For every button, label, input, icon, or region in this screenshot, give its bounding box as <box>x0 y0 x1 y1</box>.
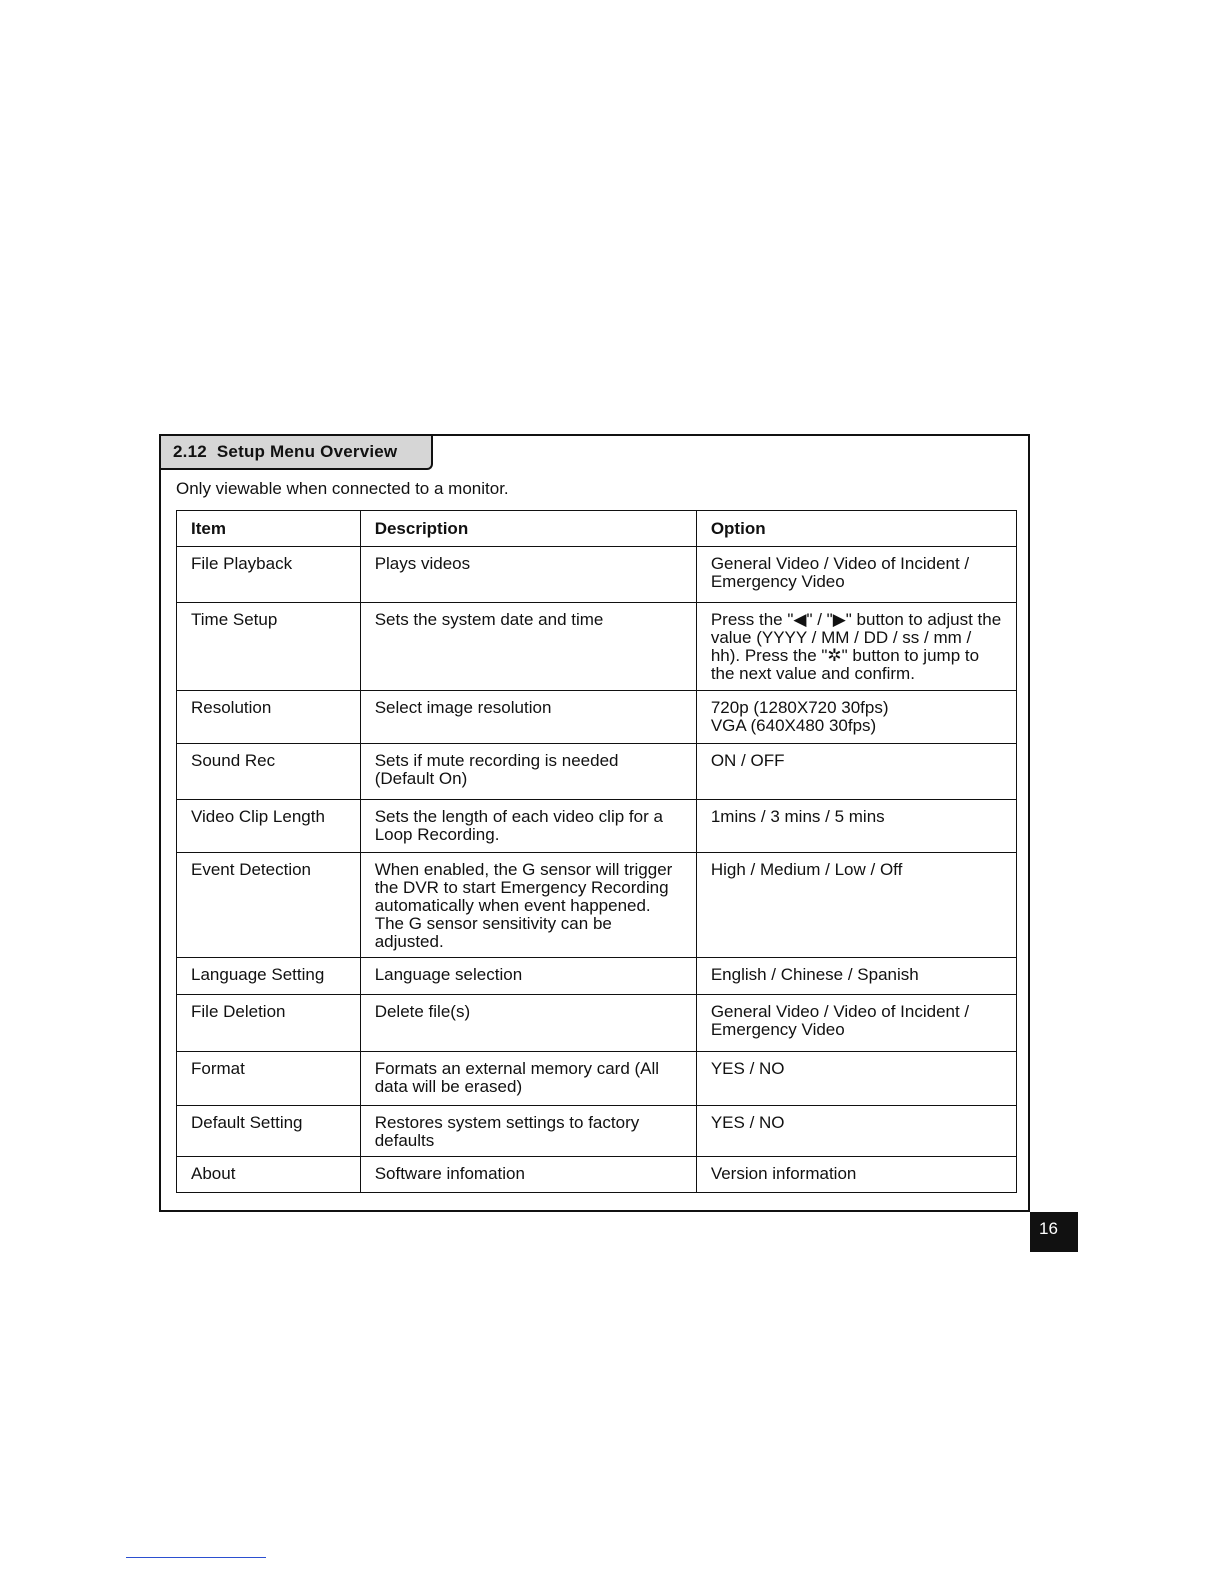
row-item: Time Setup <box>177 603 361 691</box>
resolution-option-vga: VGA (640X480 30fps) <box>710 716 877 735</box>
row-item: Sound Rec <box>177 744 361 800</box>
header-option: Option <box>696 511 1016 547</box>
table-row <box>177 958 1017 995</box>
table-row <box>177 1157 1017 1193</box>
table-row <box>177 691 1017 744</box>
row-description: When enabled, the G sensor will trigger the DVR to start Emergency Recording automatically when event happened. The G sensor sensitivity can be adjusted. <box>360 853 696 958</box>
row-description: Formats an external memory card (All data will be erased) <box>360 1052 696 1106</box>
row-description: Delete file(s) <box>360 995 696 1052</box>
table-row <box>177 1052 1017 1106</box>
row-item: Format <box>177 1052 361 1106</box>
footer-rule <box>126 1557 266 1558</box>
row-option: YES / NO <box>696 1106 1016 1157</box>
row-option: ON / OFF <box>696 744 1016 800</box>
row-option: General Video / Video of Incident / Emergency Video <box>696 995 1016 1052</box>
table-row <box>177 1106 1017 1157</box>
row-option <box>696 691 1016 744</box>
row-description: Restores system settings to factory defaults <box>360 1106 696 1157</box>
row-description: Sets the length of each video clip for a Loop Recording. <box>360 800 696 853</box>
table-row <box>177 800 1017 853</box>
row-item: Default Setting <box>177 1106 361 1157</box>
table-row <box>177 853 1017 958</box>
row-option: Press the "◀" / "▶" button to adjust the value (YYYY / MM / DD / ss / mm / hh). Press the "✲" button to jump to the next value and confirm. <box>696 603 1016 691</box>
header-item: Item <box>177 511 361 547</box>
table-header-row <box>177 511 1017 547</box>
row-item: Resolution <box>177 691 361 744</box>
row-description: Software infomation <box>360 1157 696 1193</box>
row-description: Plays videos <box>360 547 696 603</box>
section-title: Setup Menu Overview <box>216 442 398 461</box>
section-frame <box>159 434 1030 1212</box>
row-description: Sets the system date and time <box>360 603 696 691</box>
row-description: Select image resolution <box>360 691 696 744</box>
row-item: About <box>177 1157 361 1193</box>
row-option: 1mins / 3 mins / 5 mins <box>696 800 1016 853</box>
row-option: English / Chinese / Spanish <box>696 958 1016 995</box>
row-item: File Playback <box>177 547 361 603</box>
row-item: Event Detection <box>177 853 361 958</box>
section-heading <box>161 436 433 470</box>
table-row <box>177 744 1017 800</box>
row-item: Video Clip Length <box>177 800 361 853</box>
table-row <box>177 547 1017 603</box>
row-item: File Deletion <box>177 995 361 1052</box>
row-option: General Video / Video of Incident / Emergency Video <box>696 547 1016 603</box>
row-option: High / Medium / Low / Off <box>696 853 1016 958</box>
row-description: Language selection <box>360 958 696 995</box>
table-row <box>177 995 1017 1052</box>
setup-menu-table <box>176 510 1017 1193</box>
page-number: 16 <box>1030 1212 1078 1252</box>
row-description: Sets if mute recording is needed (Default On) <box>360 744 696 800</box>
resolution-option-720p: 720p (1280X720 30fps) <box>710 698 889 717</box>
row-item: Language Setting <box>177 958 361 995</box>
row-option: YES / NO <box>696 1052 1016 1106</box>
section-subtitle: Only viewable when connected to a monitor. <box>176 479 509 498</box>
section-number: 2.12 <box>173 442 207 461</box>
header-description: Description <box>360 511 696 547</box>
table-row <box>177 603 1017 691</box>
row-option: Version information <box>696 1157 1016 1193</box>
